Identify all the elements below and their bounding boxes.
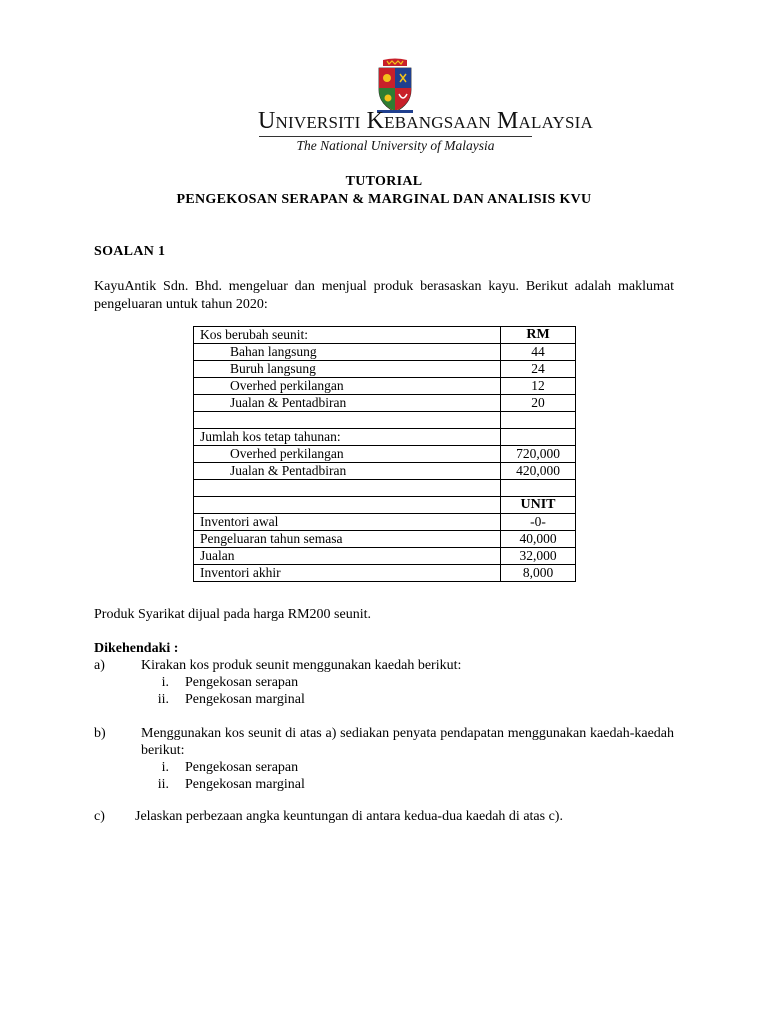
university-crest-logo xyxy=(375,58,415,114)
cost-table-value: UNIT xyxy=(501,497,576,514)
cost-table-row xyxy=(194,565,576,582)
cost-table-label: Jualan & Pentadbiran xyxy=(194,463,501,480)
cost-table-label: Jualan & Pentadbiran xyxy=(194,395,501,412)
cost-table-value: 40,000 xyxy=(501,531,576,548)
cost-table-row xyxy=(194,463,576,480)
cost-table-value: 12 xyxy=(501,378,576,395)
question-c-text: Jelaskan perbezaan angka keuntungan di antara kedua-dua kaedah di atas c). xyxy=(135,809,563,824)
cost-table-label: Overhed perkilangan xyxy=(194,378,501,395)
cost-table-row xyxy=(194,327,576,344)
question-b-item-marker: ii. xyxy=(157,777,169,792)
price-note: Produk Syarikat dijual pada harga RM200 seunit. xyxy=(94,607,371,622)
question-b-item: Pengekosan serapan xyxy=(185,760,299,775)
cost-table-row xyxy=(194,480,576,497)
university-subtitle: The National University of Malaysia xyxy=(296,138,495,153)
question-a-marker: a) xyxy=(94,658,105,673)
cost-table-label: Kos berubah seunit: xyxy=(194,327,501,344)
question-c-marker: c) xyxy=(94,809,105,824)
cost-table-label: Jumlah kos tetap tahunan: xyxy=(194,429,501,446)
cost-table-row xyxy=(194,344,576,361)
cost-table-row xyxy=(194,429,576,446)
cost-table-row xyxy=(194,412,576,429)
cost-table-value: 44 xyxy=(501,344,576,361)
question-b-text: Menggunakan kos seunit di atas a) sediakan penyata pendapatan menggunakan kaedah-kaedah berikut: xyxy=(141,726,674,758)
cost-table-value xyxy=(501,412,576,429)
cost-table-row xyxy=(194,531,576,548)
section-heading: SOALAN 1 xyxy=(94,244,166,259)
cost-table-value: 8,000 xyxy=(501,565,576,582)
required-label: Dikehendaki : xyxy=(94,641,179,656)
cost-table-row xyxy=(194,446,576,463)
cost-table-value: -0- xyxy=(501,514,576,531)
question-b-marker: b) xyxy=(94,726,106,741)
question-a-item-marker: ii. xyxy=(157,692,169,707)
cost-table-label: Inventori akhir xyxy=(194,565,501,582)
cost-table-value: RM xyxy=(501,327,576,344)
cost-table-label xyxy=(194,412,501,429)
cost-table-row xyxy=(194,548,576,565)
cost-table-label: Jualan xyxy=(194,548,501,565)
question-a-item: Pengekosan marginal xyxy=(185,692,305,707)
header-rule xyxy=(259,136,532,137)
document-subtitle: PENGEKOSAN SERAPAN & MARGINAL DAN ANALISIS KVU xyxy=(176,192,592,207)
document-title: TUTORIAL xyxy=(345,174,423,189)
cost-table-value xyxy=(501,480,576,497)
cost-table-value: 420,000 xyxy=(501,463,576,480)
cost-table-label: Inventori awal xyxy=(194,514,501,531)
question-a-text: Kirakan kos produk seunit menggunakan kaedah berikut: xyxy=(141,658,462,673)
cost-table-value xyxy=(501,429,576,446)
cost-table-value: 24 xyxy=(501,361,576,378)
cost-table-row xyxy=(194,395,576,412)
intro-paragraph: KayuAntik Sdn. Bhd. mengeluar dan menjual produk berasaskan kayu. Berikut adalah maklumat pengeluaran untuk tahun 2020: xyxy=(94,279,674,312)
cost-table-label xyxy=(194,480,501,497)
cost-table-label: Buruh langsung xyxy=(194,361,501,378)
cost-table-label xyxy=(194,497,501,514)
cost-table-row xyxy=(194,497,576,514)
cost-table-label: Bahan langsung xyxy=(194,344,501,361)
cost-table-row xyxy=(194,361,576,378)
question-a-item: Pengekosan serapan xyxy=(185,675,299,690)
cost-table-row xyxy=(194,378,576,395)
cost-table-value: 20 xyxy=(501,395,576,412)
question-b-item: Pengekosan marginal xyxy=(185,777,305,792)
cost-table-label: Pengeluaran tahun semasa xyxy=(194,531,501,548)
cost-table-value: 720,000 xyxy=(501,446,576,463)
cost-table-value: 32,000 xyxy=(501,548,576,565)
cost-table-label: Overhed perkilangan xyxy=(194,446,501,463)
university-name: Universiti Kebangsaan Malaysia xyxy=(258,108,593,134)
question-b-item-marker: i. xyxy=(161,760,169,775)
cost-table-row xyxy=(194,514,576,531)
question-a-item-marker: i. xyxy=(161,675,169,690)
cost-table xyxy=(193,326,576,582)
